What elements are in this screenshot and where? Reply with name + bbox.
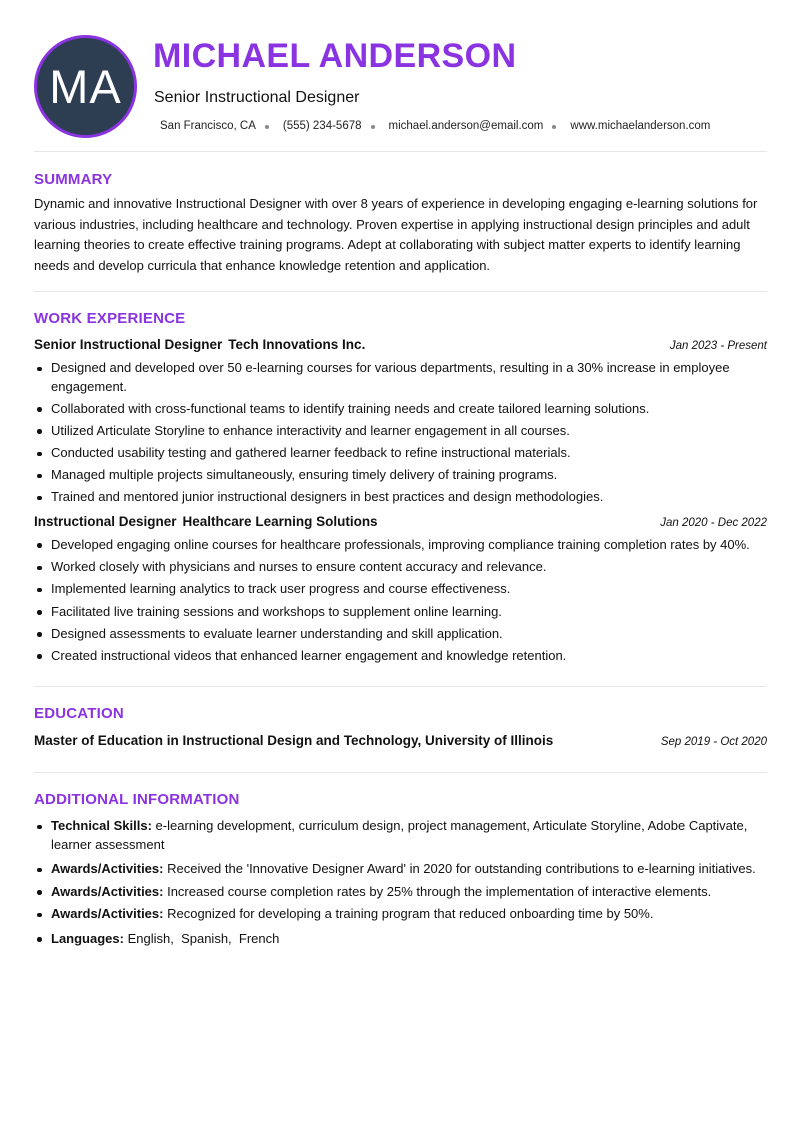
item-text: Received the 'Innovative Designer Award' in 2020 for outstanding contributions to e-learning initiatives. xyxy=(167,861,756,877)
list-item: Trained and mentored junior instructional designers in best practices and design methodologies. xyxy=(34,488,767,507)
location-text: San Francisco, CA xyxy=(160,120,256,132)
contact-info xyxy=(160,120,710,132)
experience-section xyxy=(34,292,767,686)
resume-header xyxy=(34,0,767,151)
list-item: Managed multiple projects simultaneously, ensuring timely delivery of training programs. xyxy=(34,466,767,485)
list-item: Designed and developed over 50 e-learning courses for various departments, resulting in a 30% increase in employee engagement. xyxy=(34,359,767,396)
item-text: Increased course completion rates by 25% through the implementation of interactive elements. xyxy=(167,883,712,899)
item-label: Languages: xyxy=(51,930,124,946)
item-label: Awards/Activities: xyxy=(51,861,164,877)
contact-location xyxy=(160,120,283,132)
list-item xyxy=(34,817,767,854)
additional-section xyxy=(34,773,767,948)
item-text: Recognized for developing a training program that reduced onboarding time by 50%. xyxy=(167,906,654,922)
summary-text: Dynamic and innovative Instructional Designer with over 8 years of experience in developing engaging e-learning solutions for various industries, including healthcare and technology. Proven expertise in applying instructional design principles and adult learning theories to create effective training programs. Adept at collaborating with subject matter experts to identify learning needs and develop curricula that enhance knowledge retention and application. xyxy=(34,196,758,273)
list-item: Implemented learning analytics to track user progress and course effectiveness. xyxy=(34,580,767,599)
list-item xyxy=(34,860,767,879)
separator-dot-icon xyxy=(371,125,375,129)
contact-website xyxy=(570,120,710,132)
item-label: Technical Skills: xyxy=(51,818,152,834)
website-link[interactable]: www.michaelanderson.com xyxy=(570,120,711,132)
item-label: Awards/Activities: xyxy=(51,883,164,899)
job-header xyxy=(34,514,767,529)
job-dates: Jan 2020 - Dec 2022 xyxy=(660,516,767,529)
job-entry xyxy=(34,337,767,507)
separator-dot-icon xyxy=(552,125,556,129)
list-item xyxy=(34,905,767,924)
job-entry xyxy=(34,514,767,665)
contact-email xyxy=(389,120,571,132)
education-degree: Master of Education in Instructional Design and Technology, University of Illinois xyxy=(34,733,554,749)
list-item xyxy=(34,883,767,902)
education-dates: Sep 2019 - Oct 2020 xyxy=(660,736,767,749)
email-link[interactable]: michael.anderson@email.com xyxy=(388,120,544,132)
contact-phone xyxy=(283,120,389,132)
item-text: English, Spanish, French xyxy=(127,930,280,946)
education-entry xyxy=(34,733,767,748)
list-item: Facilitated live training sessions and workshops to supplement online learning. xyxy=(34,603,767,622)
summary-section xyxy=(34,152,767,291)
separator-dot-icon xyxy=(265,125,269,129)
section-heading-summary: SUMMARY xyxy=(34,171,113,188)
candidate-title: Senior Instructional Designer xyxy=(154,89,360,106)
list-item: Utilized Articulate Storyline to enhance interactivity and learner engagement in all courses. xyxy=(34,422,767,441)
candidate-name: MICHAEL ANDERSON xyxy=(153,37,517,75)
job-bullets xyxy=(34,536,767,665)
job-company: Healthcare Learning Solutions xyxy=(182,513,378,529)
avatar-initials: MA xyxy=(49,60,122,113)
job-title xyxy=(34,337,365,352)
job-company: Tech Innovations Inc. xyxy=(228,337,366,352)
list-item xyxy=(34,930,767,949)
job-title xyxy=(34,514,378,529)
list-item: Designed assessments to evaluate learner understanding and skill application. xyxy=(34,625,767,644)
job-bullets xyxy=(34,359,767,507)
resume-page xyxy=(34,0,767,952)
list-item: Worked closely with physicians and nurses to ensure content accuracy and relevance. xyxy=(34,558,767,577)
phone-text: (555) 234-5678 xyxy=(282,120,362,132)
job-role: Instructional Designer xyxy=(34,513,177,529)
education-section xyxy=(34,687,767,772)
item-label: Awards/Activities: xyxy=(51,906,164,922)
item-text: e-learning development, curriculum design, project management, Articulate Storyline, Adobe Captivate, learner assessment xyxy=(51,818,748,852)
additional-list xyxy=(34,817,767,948)
job-header xyxy=(34,337,767,352)
section-heading-experience: WORK EXPERIENCE xyxy=(34,310,186,327)
list-item: Conducted usability testing and gathered learner feedback to refine instructional materials. xyxy=(34,444,767,463)
list-item: Collaborated with cross-functional teams to identify training needs and create tailored learning solutions. xyxy=(34,400,767,419)
section-heading-additional: ADDITIONAL INFORMATION xyxy=(34,791,240,809)
avatar xyxy=(34,35,137,138)
list-item: Created instructional videos that enhanced learner engagement and knowledge retention. xyxy=(34,647,767,666)
list-item: Developed engaging online courses for healthcare professionals, improving compliance training completion rates by 40%. xyxy=(34,536,767,555)
job-role: Senior Instructional Designer xyxy=(34,337,223,352)
job-dates: Jan 2023 - Present xyxy=(669,340,767,352)
section-heading-education: EDUCATION xyxy=(34,705,124,723)
